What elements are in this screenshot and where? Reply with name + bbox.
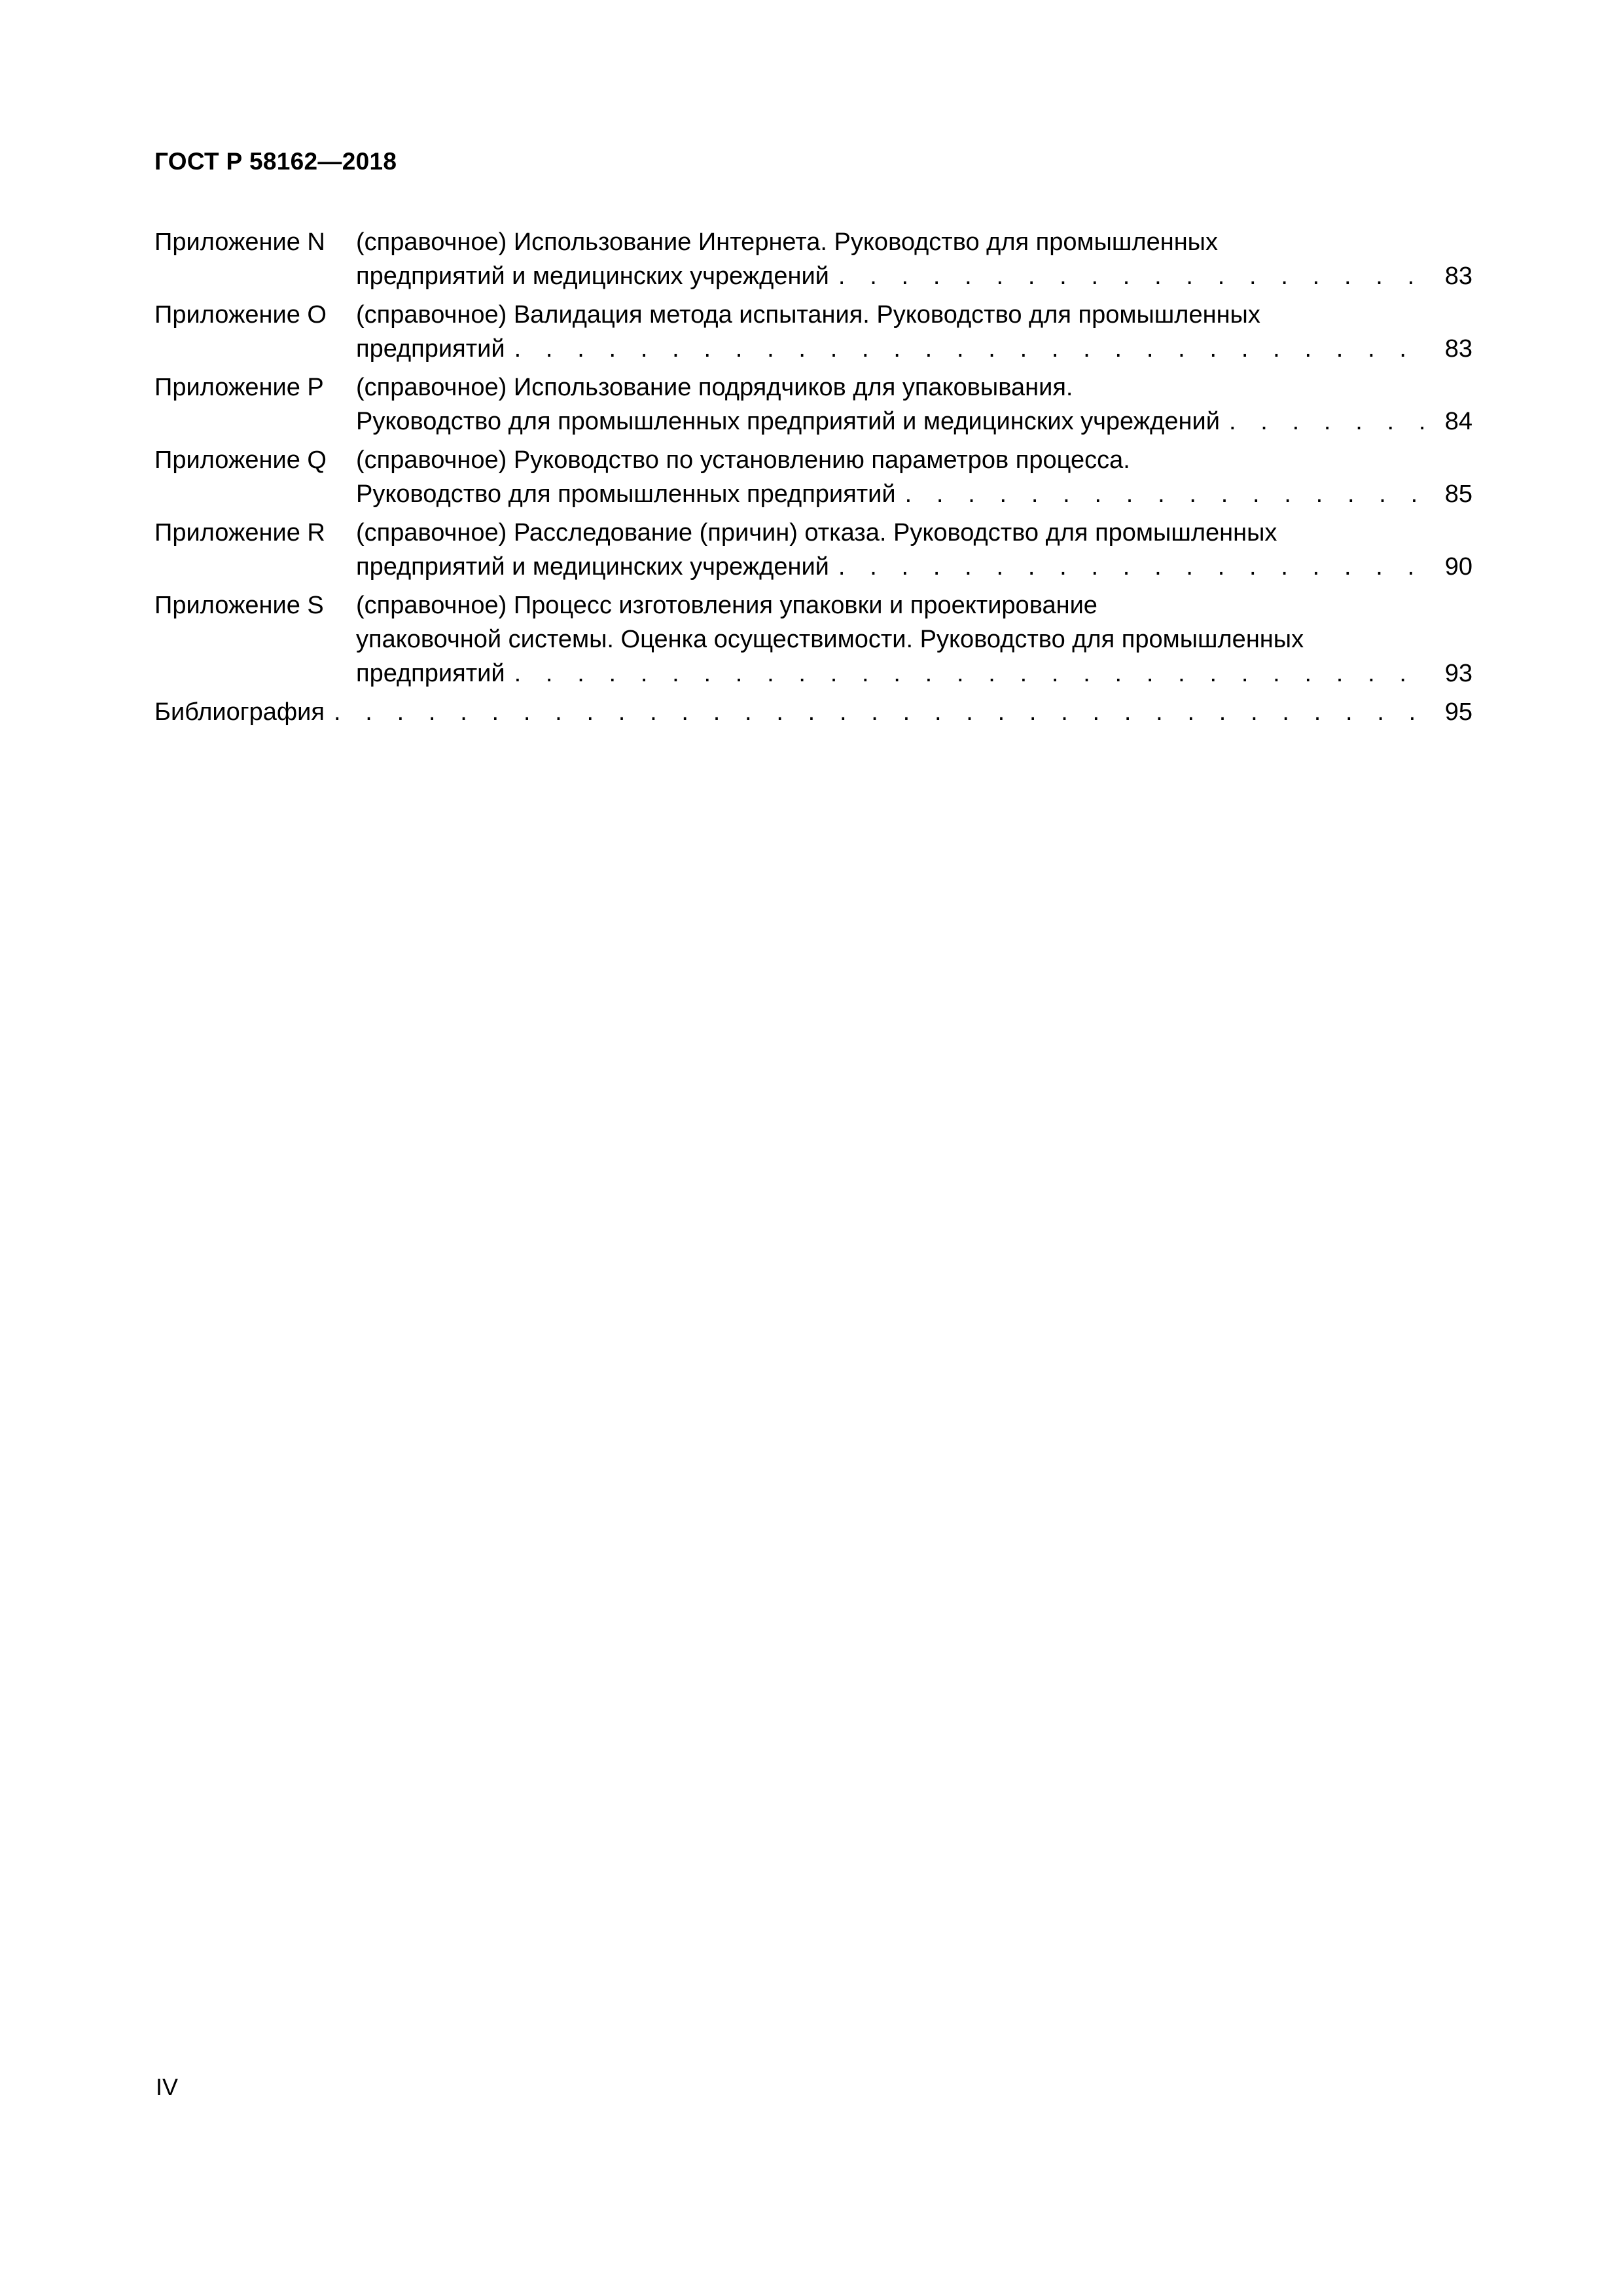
page-number: IV xyxy=(156,2073,179,2100)
toc-entry-title-line: предприятий и медицинских учреждений xyxy=(356,262,829,290)
toc-entry-title-line: (справочное) Процесс изготовления упаковки и проектирование xyxy=(356,592,1097,619)
toc-entry-last-line xyxy=(154,695,1472,729)
toc-entry-appendix-o[interactable] xyxy=(154,298,1472,366)
toc-entry-title-line: (справочное) Использование Интернета. Руководство для промышленных xyxy=(356,228,1218,256)
toc-entry-body xyxy=(356,588,1472,691)
toc-entry-title-line: упаковочной системы. Оценка осуществимости. Руководство для промышленных xyxy=(356,626,1304,653)
toc-page-number: 85 xyxy=(1444,480,1472,508)
toc-entry-last-line xyxy=(356,656,1472,691)
toc-entry-title-line: предприятий и медицинских учреждений xyxy=(356,553,829,581)
toc-entry-body xyxy=(356,443,1472,511)
toc-entry-last-line xyxy=(356,550,1472,584)
toc-page-number: 83 xyxy=(1444,262,1472,290)
toc-page-number: 83 xyxy=(1444,335,1472,363)
toc-entry-label: Приложение P xyxy=(154,374,324,401)
dot-leader xyxy=(505,332,1433,366)
toc-entry-label: Библиография xyxy=(154,698,325,726)
toc-entry-last-line xyxy=(356,332,1472,366)
toc-entry-body xyxy=(356,298,1472,366)
toc-page-number: 95 xyxy=(1444,698,1472,726)
toc-entry-body xyxy=(356,225,1472,293)
dot-leader xyxy=(896,477,1433,511)
toc-page-number: 90 xyxy=(1444,553,1472,581)
toc-entry-label: Приложение Q xyxy=(154,446,327,474)
toc-entry-bibliography[interactable] xyxy=(154,695,1472,729)
toc-entry-last-line xyxy=(356,259,1472,293)
dot-leader xyxy=(829,259,1433,293)
table-of-contents xyxy=(154,225,1472,734)
toc-page-number: 84 xyxy=(1444,408,1472,435)
dot-leader xyxy=(829,550,1433,584)
toc-entry-title-line: предприятий xyxy=(356,660,505,687)
toc-entry-body xyxy=(356,370,1472,439)
toc-entry-label: Приложение N xyxy=(154,228,325,256)
toc-entry-body xyxy=(356,516,1472,584)
toc-entry-title-line: (справочное) Использование подрядчиков для упаковывания. xyxy=(356,374,1073,401)
toc-entry-label: Приложение S xyxy=(154,592,324,619)
toc-entry-last-line xyxy=(356,404,1472,439)
toc-entry-appendix-q[interactable] xyxy=(154,443,1472,511)
toc-entry-title-line: (справочное) Расследование (причин) отказа. Руководство для промышленных xyxy=(356,519,1277,547)
toc-entry-appendix-n[interactable] xyxy=(154,225,1472,293)
toc-entry-title-line: Руководство для промышленных предприятий xyxy=(356,480,896,508)
toc-page-number: 93 xyxy=(1444,660,1472,687)
toc-entry-title-line: (справочное) Валидация метода испытания. Руководство для промышленных xyxy=(356,301,1260,329)
toc-entry-appendix-r[interactable] xyxy=(154,516,1472,584)
toc-entry-title-line: Руководство для промышленных предприятий и медицинских учреждений xyxy=(356,408,1220,435)
dot-leader xyxy=(325,695,1433,729)
toc-entry-label: Приложение R xyxy=(154,519,325,547)
toc-entry-label: Приложение O xyxy=(154,301,327,329)
dot-leader xyxy=(505,656,1433,691)
toc-entry-last-line xyxy=(356,477,1472,511)
toc-entry-appendix-s[interactable] xyxy=(154,588,1472,691)
toc-entry-appendix-p[interactable] xyxy=(154,370,1472,439)
document-header: ГОСТ Р 58162—2018 xyxy=(154,148,397,175)
toc-entry-title-line: предприятий xyxy=(356,335,505,363)
dot-leader xyxy=(1220,404,1433,439)
toc-entry-title-line: (справочное) Руководство по установлению параметров процесса. xyxy=(356,446,1130,474)
